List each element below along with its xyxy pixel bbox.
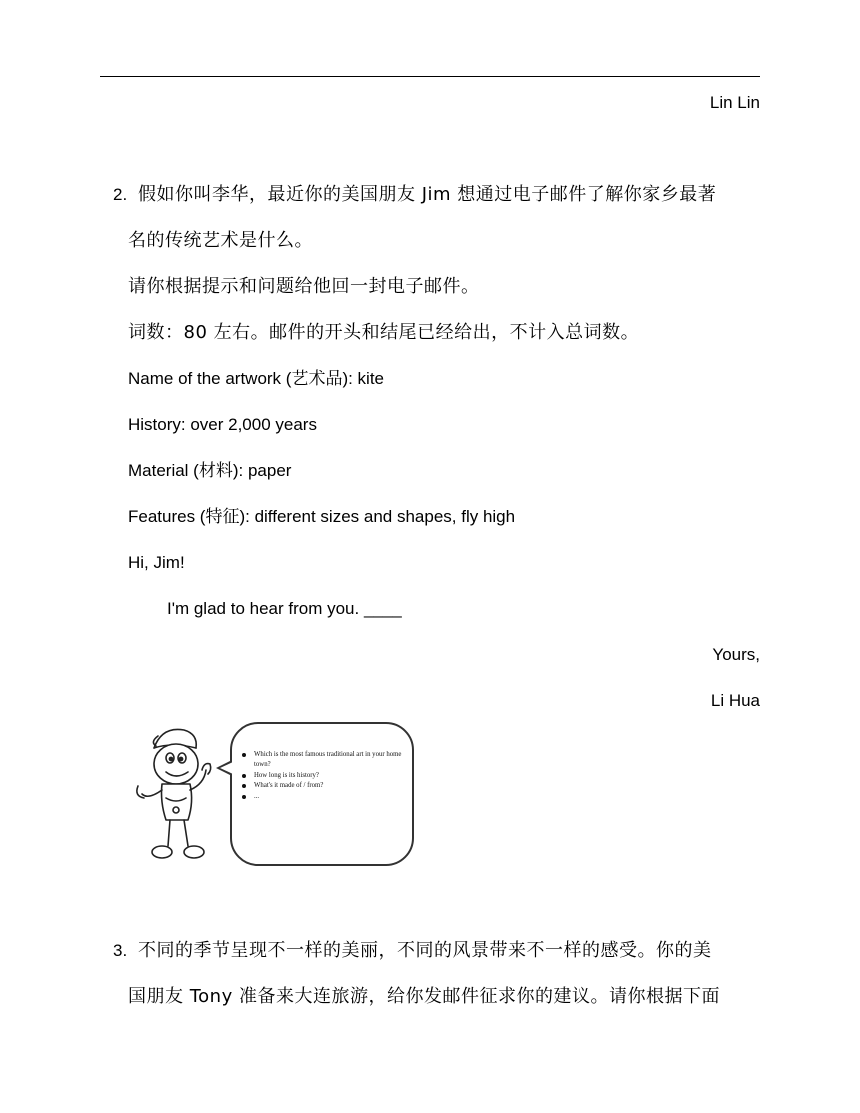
cartoon-boy-icon [132,718,228,876]
fact-artwork: Name of the artwork (艺术品): kite [128,369,385,388]
fact-material: Material (材料): paper [128,461,292,480]
fact-history: History: over 2,000 years [128,415,317,434]
q2-prompt-line3: 请你根据提示和问题给他回一封电子邮件。 [128,276,480,297]
q3-prompt-line2: 国朋友 Tony 准备来大连旅游，给你发邮件征求你的建议。请你根据下面 [128,986,720,1007]
q2-prompt-line1: 假如你叫李华，最近你的美国朋友 Jim 想通过电子邮件了解你家乡最著 [138,184,717,205]
letter-opening: I'm glad to hear from you. ____ [167,599,402,618]
bubble-question-4: ... [254,792,404,802]
q2-number: 2. [113,185,128,204]
letter-signature: Li Hua [710,691,760,710]
bubble-question-3: What's it made of / from? [254,781,404,791]
q2-prompt-line4: 词数：80 左右。邮件的开头和结尾已经给出，不计入总词数。 [128,322,640,343]
bubble-question-1: Which is the most famous traditional art in your home town? [254,750,404,771]
letter-greeting: Hi, Jim! [128,553,185,572]
speech-bubble-tail-inner [220,762,233,774]
bubble-question-2: How long is its history? [254,771,404,781]
top-divider [100,76,760,77]
q3-number: 3. [113,941,128,960]
letter-closing: Yours, [712,645,760,664]
q3-prompt-line1: 不同的季节呈现不一样的美丽，不同的风景带来不一样的感受。你的美 [138,940,712,961]
q2-prompt-line2: 名的传统艺术是什么。 [128,230,313,251]
cartoon-illustration [128,718,420,876]
fact-features: Features (特征): different sizes and shapes, fly high [128,507,516,526]
speech-bubble [230,722,414,866]
signoff-top: Lin Lin [709,93,760,112]
